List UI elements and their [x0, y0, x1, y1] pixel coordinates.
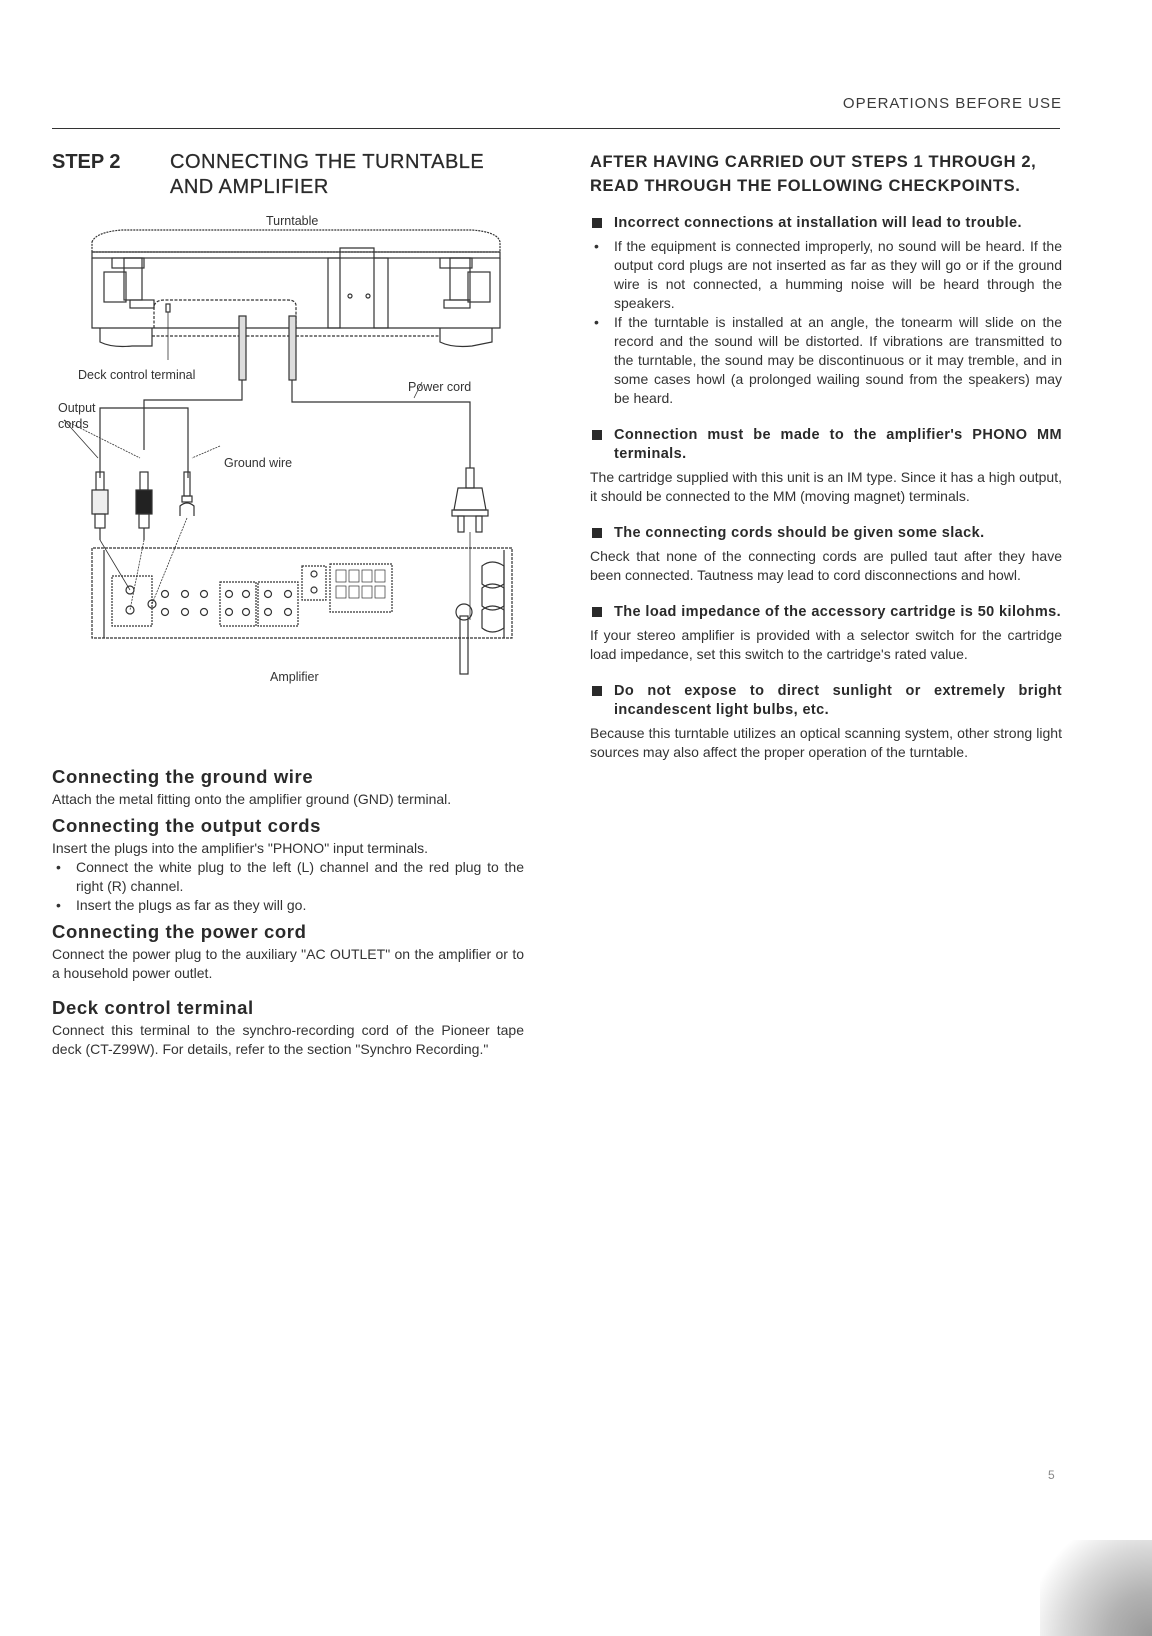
checkpoint-item: [590, 426, 1062, 506]
label-deck-control-terminal: Deck control terminal: [78, 368, 196, 382]
checkpoint-body: Because this turntable utilizes an optical scanning system, other strong light sources may also affect the proper operation of the turntable.: [590, 725, 1062, 760]
checkpoint-heading: [590, 682, 1062, 720]
checkpoint-heading-text: The connecting cords should be given some slack.: [614, 525, 985, 541]
checkpoint-item: [590, 524, 1062, 585]
header-rule: [52, 128, 1060, 129]
checkpoint-body: The cartridge supplied with this unit is an IM type. Since it has a high output, it should be connected to the MM (moving magnet) terminals.: [590, 469, 1062, 504]
checkpoint-heading: [590, 603, 1062, 622]
white-rca-plug: [92, 472, 108, 540]
label-power-cord: Power cord: [408, 380, 472, 394]
square-bullet-icon: [592, 528, 602, 538]
bullet-item: • Connect the white plug to the left (L) channel and the red plug to the right (R) channel.: [52, 858, 524, 896]
checkpoint-heading: [590, 426, 1062, 464]
label-output-cords: Output cords: [58, 401, 96, 431]
step-title: CONNECTING THE TURNTABLE AND AMPLIFIER: [170, 151, 485, 198]
turntable-amplifier-diagram: [52, 220, 532, 720]
step-label: STEP 2: [52, 151, 121, 173]
scan-shadow: [1040, 1540, 1152, 1636]
section-body: Insert the plugs into the amplifier's "PHONO" input terminals.: [52, 840, 428, 856]
checkpoints-column: [590, 150, 1062, 780]
checkpoint-heading: [590, 524, 1062, 543]
power-plug: [452, 468, 488, 532]
bullet-item: • If the equipment is connected improperly, no sound will be heard. If the output cord plugs are not inserted as far as they will go or if the ground wire is not connected, a humming noise will be heard through the speakers.: [590, 237, 1062, 313]
section-heading: Deck control terminal: [52, 997, 254, 1018]
amplifier-illustration: [92, 532, 512, 674]
square-bullet-icon: [592, 607, 602, 617]
section-body: Attach the metal fitting onto the amplifier ground (GND) terminal.: [52, 791, 452, 807]
checkpoint-body: If your stereo amplifier is provided with a selector switch for the cartridge load impedance, set this switch to the cartridge's rated value.: [590, 627, 1062, 662]
label-amplifier: Amplifier: [270, 670, 319, 684]
section-body: Connect this terminal to the synchro-recording cord of the Pioneer tape deck (CT-Z99W). For details, refer to the section "Synchro Recording.": [52, 1022, 524, 1057]
red-rca-plug: [136, 472, 152, 540]
checkpoint-heading-text: Connection must be made to the amplifier's PHONO MM terminals.: [614, 427, 1062, 462]
section-ground-wire: [52, 766, 524, 809]
checkpoint-item: [590, 214, 1062, 408]
label-ground-wire: Ground wire: [224, 456, 293, 470]
square-bullet-icon: [592, 430, 602, 440]
connection-diagram: [52, 214, 532, 720]
section-body: Connect the power plug to the auxiliary "AC OUTLET" on the amplifier or to a household power outlet.: [52, 946, 524, 981]
checkpoint-heading-text: The load impedance of the accessory cartridge is 50 kilohms.: [614, 604, 1062, 620]
section-heading: Connecting the output cords: [52, 815, 322, 836]
section-deck-control-terminal: [52, 997, 524, 1059]
square-bullet-icon: [592, 218, 602, 228]
cord-sheaths: [239, 316, 296, 380]
checkpoint-body: Check that none of the connecting cords are pulled taut after they have been connected. Tautness may lead to cord disconnections and howl.: [590, 548, 1062, 583]
page-number: 5: [1048, 1468, 1055, 1482]
label-turntable: Turntable: [266, 214, 319, 228]
section-heading: Connecting the power cord: [52, 921, 307, 942]
checkpoint-heading: [590, 214, 1062, 233]
bullet-list: [590, 237, 1062, 408]
checkpoint-heading-text: Do not expose to direct sunlight or extremely bright incandescent light bulbs, etc.: [614, 683, 1062, 718]
checkpoint-item: [590, 603, 1062, 664]
square-bullet-icon: [592, 686, 602, 696]
section-power-cord: [52, 921, 524, 983]
section-output-cords: [52, 815, 524, 915]
checkpoints-title: AFTER HAVING CARRIED OUT STEPS 1 THROUGH 2, READ THROUGH THE FOLLOWING CHECKPOINTS.: [590, 153, 1037, 195]
bullet-item: • If the turntable is installed at an angle, the tonearm will slide on the record and the sound will be distorted. If vibrations are transmitted to the turntable, the sound may be discontinuous or it may tremble, and in some cases howl (a prolonged wailing sound from the speakers) may be heard.: [590, 313, 1062, 408]
checkpoint-item: [590, 682, 1062, 762]
checkpoint-heading-text: Incorrect connections at installation will lead to trouble.: [614, 215, 1022, 231]
step-heading: [52, 150, 524, 200]
bullet-item: • Insert the plugs as far as they will go.: [52, 896, 524, 915]
left-instructions: [52, 766, 524, 1065]
bullet-list: [52, 858, 524, 915]
left-column: [52, 150, 524, 200]
section-heading: Connecting the ground wire: [52, 766, 314, 787]
running-head: OPERATIONS BEFORE USE: [842, 95, 1062, 112]
ground-spade: [180, 472, 194, 516]
